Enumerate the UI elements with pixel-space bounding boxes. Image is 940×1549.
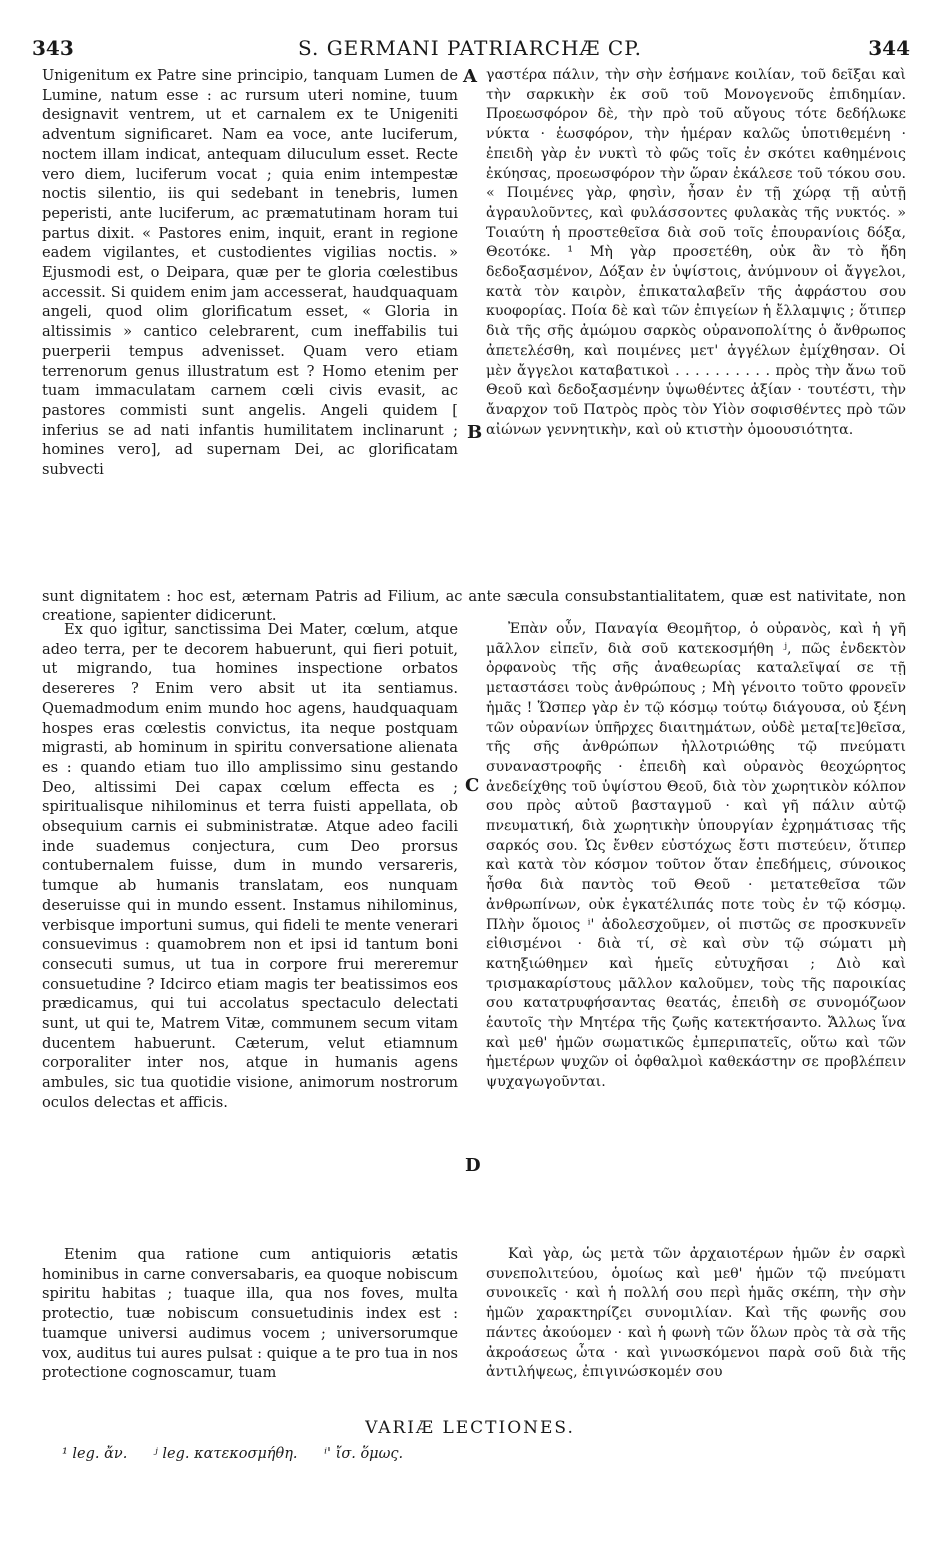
variant-note-3: ⁱ' ἴσ. ὅμως. [324, 1446, 404, 1462]
page-number-right: 344 [868, 36, 910, 60]
greek-column-section-1 [486, 66, 906, 440]
greek-paragraph-3: Καὶ γὰρ, ὡς μετὰ τῶν ἀρχαιοτέρων ἡμῶν ἐν σαρκὶ συνεπολιτεύου, ὁμοίως καὶ μεθ' ἡμῶν τῷ πνεύματι συνοικεῖς · καὶ ἡ πολλή σου περὶ ἡμᾶς σκέπη, τὴν σὴν ἡμῶν χαρακτηρίζει συνομιλίαν. Καὶ τῆς φωνῆς σου πάντες ἀκούομεν · καὶ ἡ φωνὴ τῶν ὅλων πρὸς τὰ σὰ τῆς ἀκροάσεως ὦτα · καὶ γινωσκόμενοι παρὰ σοῦ διὰ τῆς ἀντιλήψεως, ἐπιγινώσκομέν σου [486, 1246, 906, 1381]
greek-paragraph-2: Ἐπὰν οὖν, Παναγία Θεομῆτορ, ὁ οὐρανὸς, καὶ ἡ γῆ μᾶλλον εἰπεῖν, διὰ σοῦ κατεκοσμήθη ʲ, πῶς ἐνδεκτὸν ὀρφανοὺς τῆς σῆς ἀναθεωρίας καταλεῖψαί σε τῇ μεταστάσει τοὺς ἀνθρώπους ; Μὴ γένοιτο τοῦτο φρονεῖν ἡμᾶς ! Ὥσπερ γὰρ ἐν τῷ κόσμῳ τούτῳ διάγουσα, οὐ ξένη τῶν οὐρανίων ὑπῆρχες διαιτημάτων, οὐδὲ μετα[τε]θεῖσα, τῆς σῆς ἀνθρώπων ἠλλοτριώθης τῷ πνεύματι συναναστροφῆς · ἐπειδὴ καὶ οὐρανὸς θεοχώρητος ἀνεδείχθης τοῦ ὑψίστου Θεοῦ, διὰ τὸν χωρητικὸν κόλπον σου πρὸς αὐτοῦ βασταγμοῦ · καὶ γῆ πάλιν αὐτῷ πνευματική, διὰ χωρητικὴν ὑπουργίαν ἐχρημάτισας τῆς σαρκός σου. Ὡς ἔνθεν εὐστόχως ἔστι πιστεύειν, ὅτιπερ καὶ κατὰ τὸν κόσμον τοῦτον ὅταν ἐπεδήμεις, σύνοικος ἦσθα διὰ παντὸς τοῦ Θεοῦ · μετατεθεῖσα τῶν ἀνθρωπίνων, οὐκ ἐγκατέλιπάς ποτε τοὺς ἐν τῷ κόσμῳ. Πλὴν ὅμοιος ⁱ' ἀδολεσχοῦμεν, οἱ πιστῶς σε προσκυνεῖν εἰθισμένοι · διὰ τί, σὲ καὶ σὺν τῷ σώματι μὴ κατηξιώθημεν καὶ ἡμεῖς εὐτυχῆσαι ; Διὸ καὶ τρισμακαρίστους μᾶλλον καλοῦμεν, τοὺς τῆς παροικίας σου κατατρυφήσαντας θεατάς, ἐπειδὴ σε συνομόζωον ἑαυτοῖς τὴν Μητέρα τῆς ζωῆς κατεκτήσαντο. Ἄλλως ἵνα καὶ μεθ' ἡμῶν σωματικῶς ἐμπεριπατεῖς, οὕτω καὶ τῶν ἡμετέρων ψυχῶν οἱ ὀφθαλμοὶ καθεκάστην σε προβλέπειν ψυχαγωγοῦνται. [486, 621, 906, 1091]
greek-column-section-2 [486, 620, 906, 1093]
latin-spanning-paragraph: sunt dignitatem : hoc est, æternam Patris ad Filium, ac ante sæcula consubstantialitatem, quæ est nativitate, non creatione, sapienter didicerunt. [42, 587, 906, 625]
variae-lectiones-title: VARIÆ LECTIONES. [365, 1418, 575, 1438]
page-header [30, 36, 910, 66]
running-title: S. GERMANI PATRIARCHÆ CP. [298, 36, 642, 60]
latin-paragraph-1: Unigenitum ex Patre sine principio, tanquam Lumen de Lumine, natum esse : ac rursum uteri nomine, tuum designavit ventrem, ut et carnalem ex te Unigeniti adventum significaret. Nam ea voce, ante luciferum, noctem illam indicat, antequam diluculum esset. Recte vero diem, luciferum vocat ; quia enim intempestæ noctis silentio, iis qui sedebant in tenebris, lumen peperisti, ante luciferum, ac præmatutinam horam tui partus dixit. « Pastores enim, inquit, erant in regione eadem vigilantes, et custodientes vigilias noctis. » Ejusmodi est, o Deipara, quæ per te gloria cœlestibus accessit. Si quidem enim jam accesserat, haudquaquam angeli, quod olim glorificatum esset, « Gloria in altissimis » cantico celebrarent, cum ineffabilis tui puerperii tempus advenisset. Quam vero etiam terrenorum genus illustratum est ? Homo etenim per tuam immaculatam carnem cœli civis evasit, ac pastores commisti sunt angelis. Angeli quidem [ inferius se ad nati infantis humilitatem inclinarunt ; homines vero], ad supernam Dei, ac glorificatam subvecti [42, 67, 458, 479]
section-marker-d: D [465, 1155, 481, 1176]
latin-paragraph-2: Ex quo igitur, sanctissima Dei Mater, cœlum, atque adeo terra, per te decorem habuerunt, qui fieri potuit, ut migrando, tua homines inspectione orbatos desereres ? Enim vero absit ut ita sentiamus. Quemadmodum enim mundo hoc agens, haudquaquam hospes eras cœlestis convictus, ita neque postquam migrasti, ab hominum in spiritu conversatione alienata es : quando etiam tuo illo amplissimo sinu gestando Deo, altissimi Dei capax cœlum effecta es ; spiritualisque nihilominus et terra fuisti appellata, ob obsequium carnis ei subministratæ. Atque adeo facili inde suademus conjectura, cum Deo prorsus contubernalem fuisse, dum in mundo versareris, tumque ab humanis translatam, eos nunquam deseruisse qui in mundo essent. Instamus nihilominus, verbisque importuni sumus, qui fideli te mente venerari consuevimus : quamobrem non et ipsi id tantum boni consecuti sumus, ut tua in corpore frui mereremur consuetudine ? Idcirco etiam magis ter beatissimos eos prædicamus, qui tui accolatus spectaculo delectati sunt, ut qui te, Matrem Vitæ, communem secum vitam ducentem habuerunt. Cæterum, velut etiamnum corporaliter inter nos, atque in humanis agens ambules, sic tua quotidie visione, animorum nostrorum oculos delectas et afficis. [42, 621, 458, 1111]
variant-note-1: ¹ leg. ἄν. [62, 1446, 128, 1462]
section-marker-a: A [463, 66, 477, 87]
latin-column-section-2 [42, 620, 458, 1113]
greek-paragraph-1: γαστέρα πάλιν, τὴν σὴν ἐσήμανε κοιλίαν, τοῦ δεῖξαι καὶ τὴν σαρκικὴν ἐκ σοῦ τοῦ Μονογενοῦς ἐπιδημίαν. Προεωσφόρον δὲ, τὴν πρὸ τοῦ αὔγους τότε δεδήλωκε νύκτα · ἑωσφόρον, τὴν ἡμέραν καλῶς ὑποτιθεμένη · ἐπειδὴ γὰρ ἐν νυκτὶ τὸ φῶς τοῖς ἐν σκότει καθημένοις ἐκύησας, προεωσφόρον τὴν ὥραν ἐκάλεσε τοῦ τόκου σου. « Ποιμένες γὰρ, φησὶν, ἦσαν ἐν τῇ χώρᾳ τῇ αὐτῇ ἀγραυλοῦντες, καὶ φυλάσσοντες φυλακὰς τῆς νυκτός. » Τοιαύτη ἡ προστεθεῖσα διὰ σοῦ τοῖς ἐπουρανίοις δόξα, Θεοτόκε. ¹ Μὴ γὰρ προσετέθη, οὐκ ἂν τὸ ἤδη δεδοξασμένον, Δόξαν ἐν ὑψίστοις, ἀνύμνουν οἱ ἄγγελοι, κατὰ τὸν καιρὸν, ἐπικαταλαβεῖν τῆς ἀφράστου σου κυοφορίας. Ποία δὲ καὶ τῶν ἐπιγείων ἡ ἔλλαμψις ; ὅτιπερ διὰ τῆς σῆς ἀμώμου σαρκὸς οὐρανοπολίτης ὁ ἄνθρωπος ἀπετελέσθη, καὶ ποιμένες μετ' ἀγγέλων ἐμίχθησαν. Οἱ μὲν ἄγγελοι καταβατικοὶ . . . . . . . . . . πρὸς τὴν ἄνω τοῦ Θεοῦ καὶ δεδοξασμένην ὑψωθέντες ἀξίαν · τουτέστι, τὴν ἄναρχον τοῦ Πατρὸς πρὸς τὸν Υἱὸν σοφισθέντες πρὸ τῶν αἰώνων γεννητικὴν, καὶ οὐ κτιστὴν ὁμοουσιότητα. [486, 67, 906, 438]
variant-note-2: ʲ leg. κατεκοσμήθη. [153, 1446, 298, 1462]
page-number-left: 343 [32, 36, 74, 60]
latin-column-section-1 [42, 66, 458, 480]
section-marker-b: B [467, 422, 483, 443]
variae-lectiones-notes [62, 1446, 425, 1462]
latin-paragraph-3: Etenim qua ratione cum antiquioris ætatis hominibus in carne conversabaris, ea quoque nobiscum spiritu habitas ; tuaque illa, qua nos foves, multa protectio, tuæ nobiscum consuetudinis index est : tuamque universi audimus vocem ; universorumque vox, auditus tui aures pulsat : quique a te pro tua in nos protectione cognoscamur, tuam [42, 1246, 458, 1382]
greek-column-section-3 [486, 1245, 906, 1383]
latin-column-section-3 [42, 1245, 458, 1383]
section-marker-c: C [465, 775, 480, 796]
